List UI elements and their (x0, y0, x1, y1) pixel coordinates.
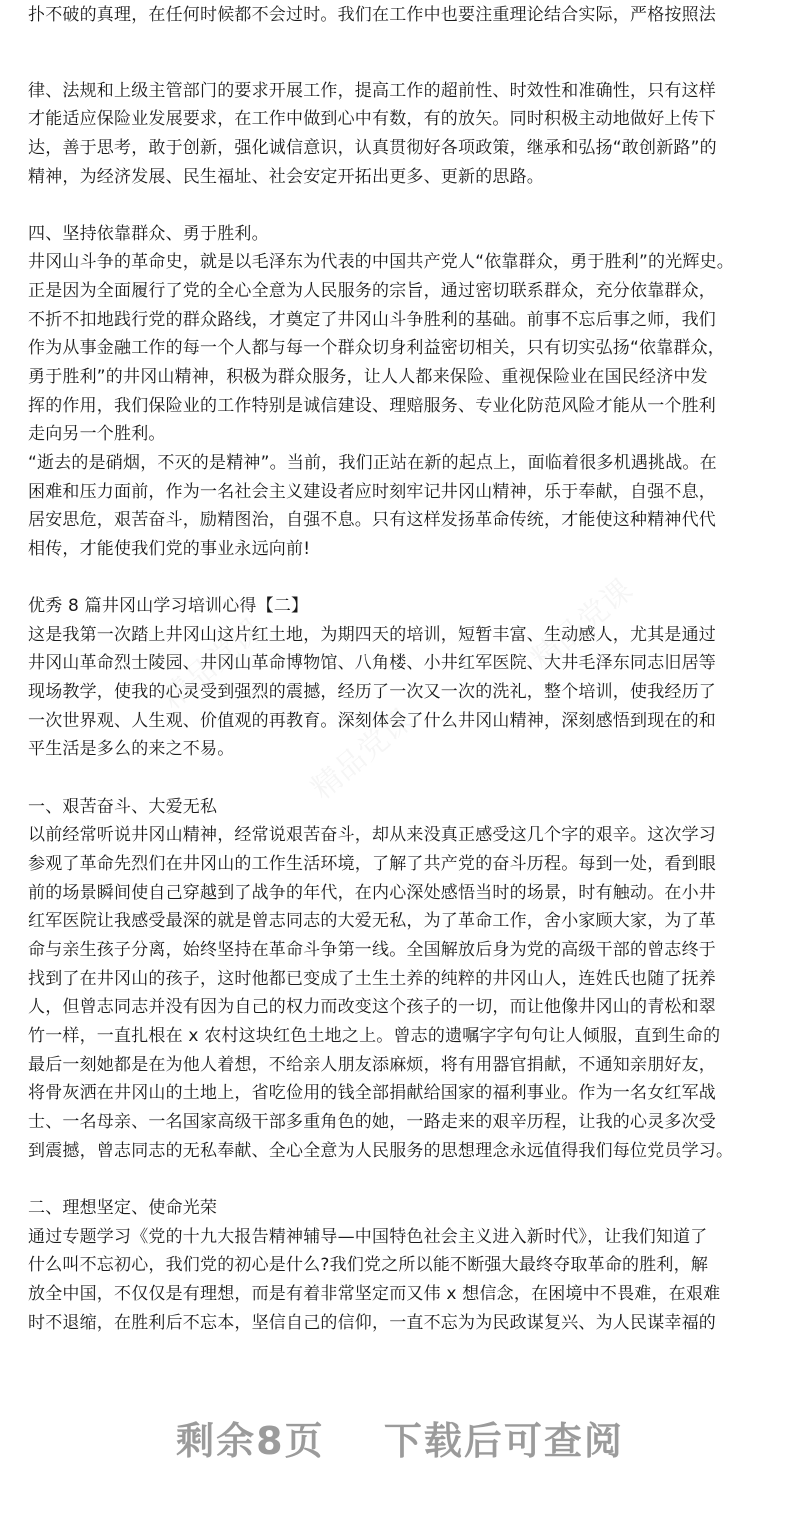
text-line: 走向另一个胜利。 (28, 424, 166, 444)
text-line: 相传，才能使我们党的事业永远向前! (28, 539, 311, 559)
text-line: 扑不破的真理，在任何时候都不会过时。我们在工作中也要注重理论结合实际，严格按照法 (28, 5, 716, 25)
text-line: 才能适应保险业发展要求，在工作中做到心中有数，有的放矢。同时积极主动地做好上传下 (28, 109, 716, 129)
text-line: 到震撼，曾志同志的无私奉献、全心全意为人民服务的思想理念永远值得我们每位党员学习。 (28, 1141, 734, 1161)
text-line: 居安思危，艰苦奋斗，励精图治，自强不息。只有这样发扬革命传统，才能使这种精神代代 (28, 510, 716, 530)
text-line: 一次世界观、人生观、价值观的再教育。深刻体会了什么井冈山精神，深刻感悟到现在的和 (28, 711, 716, 731)
text-line: 最后一刻她都是在为他人着想，不给亲人朋友添麻烦，将有用器官捐献，不通知亲朋好友， (28, 1055, 716, 1075)
text-line: 精神，为经济发展、民生福址、社会安定开拓出更多、更新的思路。 (28, 167, 544, 187)
text-line: 参观了革命先烈们在井冈山的工作生活环境，了解了共产党的奋斗历程。每到一处，看到眼 (28, 854, 716, 874)
text-line: 正是因为全面履行了党的全心全意为人民服务的宗旨，通过密切联系群众，充分依靠群众， (28, 281, 716, 301)
text-line: 人，但曾志同志并没有因为自己的权力而改变这个孩子的一切，而让他像井冈山的青松和翠 (28, 997, 716, 1017)
text-line: 以前经常听说井冈山精神，经常说艰苦奋斗，却从来没真正感受这几个字的艰辛。这次学习 (28, 825, 716, 845)
section-heading: 一、艰苦奋斗、大爱无私 (28, 797, 218, 817)
text-line: 前的场景瞬间使自己穿越到了战争的年代，在内心深处感悟当时的场景，时有触动。在小井 (28, 883, 716, 903)
watermark: 精品党课 (525, 572, 640, 677)
section-heading: 优秀 8 篇井冈山学习培训心得【二】 (28, 596, 309, 616)
text-line: 放全中国，不仅仅是有理想，而是有着非常坚定而又伟 x 想信念，在困境中不畏难，在艰难 (28, 1284, 721, 1304)
text-line: 挥的作用，我们保险业的工作特别是诚信建设、理赔服务、专业化防范风险才能从一个胜利 (28, 396, 716, 416)
text-line: 红军医院让我感受最深的就是曾志同志的大爱无私，为了革命工作，舍小家顾大家，为了革 (28, 911, 716, 931)
text-line: 平生活是多么的来之不易。 (28, 739, 235, 759)
text-line: 通过专题学习《党的十九大报告精神辅导—中国特色社会主义进入新时代》，让我们知道了 (28, 1227, 708, 1247)
text-line: 命与亲生孩子分离，始终坚持在革命斗争第一线。全国解放后身为党的高级干部的曾志终于 (28, 940, 716, 960)
text-line: 时不退缩，在胜利后不忘本，坚信自己的信仰，一直不忘为为民政谋复兴、为人民谋幸福的 (28, 1313, 716, 1333)
text-line: 井冈山革命烈士陵园、井冈山革命博物馆、八角楼、小井红军医院、大井毛泽东同志旧居等 (28, 653, 716, 673)
text-line: 士、一名母亲、一名国家高级干部多重角色的她，一路走来的艰辛历程，让我的心灵多次受 (28, 1112, 716, 1132)
text-line: 找到了在井冈山的孩子，这时他都已变成了土生土养的纯粹的井冈山人，连姓氏也随了抚养 (28, 969, 716, 989)
text-line: 现场教学，使我的心灵受到强烈的震撼，经历了一次又一次的洗礼，整个培训，使我经历了 (28, 682, 716, 702)
download-prompt-banner[interactable] (0, 1410, 800, 1465)
watermark: 精品党课 (155, 612, 270, 717)
text-line: 不折不扣地践行党的群众路线，才奠定了井冈山斗争胜利的基础。前事不忘后事之师，我们 (28, 310, 716, 330)
section-heading: 四、坚持依靠群众、勇于胜利。 (28, 224, 269, 244)
text-line: 什么叫不忘初心，我们党的初心是什么?我们党之所以能不断强大最终夺取革命的胜利，解 (28, 1255, 709, 1275)
text-line: 达，善于思考，敢于创新，强化诚信意识，认真贯彻好各项政策，继承和弘扬“敢创新路”的 (28, 138, 717, 158)
text-line: 竹一样，一直扎根在 x 农村这块红色土地之上。曾志的遗嘱字字句句让人倾服，直到生命的 (28, 1026, 721, 1046)
section-heading: 二、理想坚定、使命光荣 (28, 1198, 218, 1218)
text-line: 这是我第一次踏上井冈山这片红土地，为期四天的培训，短暂丰富、生动感人，尤其是通过 (28, 625, 716, 645)
text-line: 勇于胜利”的井冈山精神，积极为群众服务，让人人都来保险、重视保险业在国民经济中发 (28, 367, 708, 387)
text-line: 律、法规和上级主管部门的要求开展工作，提高工作的超前性、时效性和准确性，只有这样 (28, 81, 716, 101)
text-line: 困难和压力面前，作为一名社会主义建设者应时刻牢记井冈山精神，乐于奉献，自强不息， (28, 482, 716, 502)
remaining-pages-label[interactable]: 剩余8页 (176, 1419, 325, 1463)
text-line: 井冈山斗争的革命史，就是以毛泽东为代表的中国共产党人“依靠群众，勇于胜利”的光辉史。 (28, 252, 735, 272)
watermark: 精品党课 (305, 702, 420, 807)
text-line: 作为从事金融工作的每一个人都与每一个群众切身利益密切相关，只有切实弘扬“依靠群众， (28, 338, 726, 358)
download-to-view-label[interactable]: 下载后可查阅 (383, 1419, 624, 1463)
text-line: 将骨灰洒在井冈山的土地上，省吃俭用的钱全部捐献给国家的福利事业。作为一名女红军战 (28, 1083, 716, 1103)
text-line: “逝去的是硝烟，不灭的是精神”。当前，我们正站在新的起点上，面临着很多机遇挑战。在 (28, 453, 717, 473)
